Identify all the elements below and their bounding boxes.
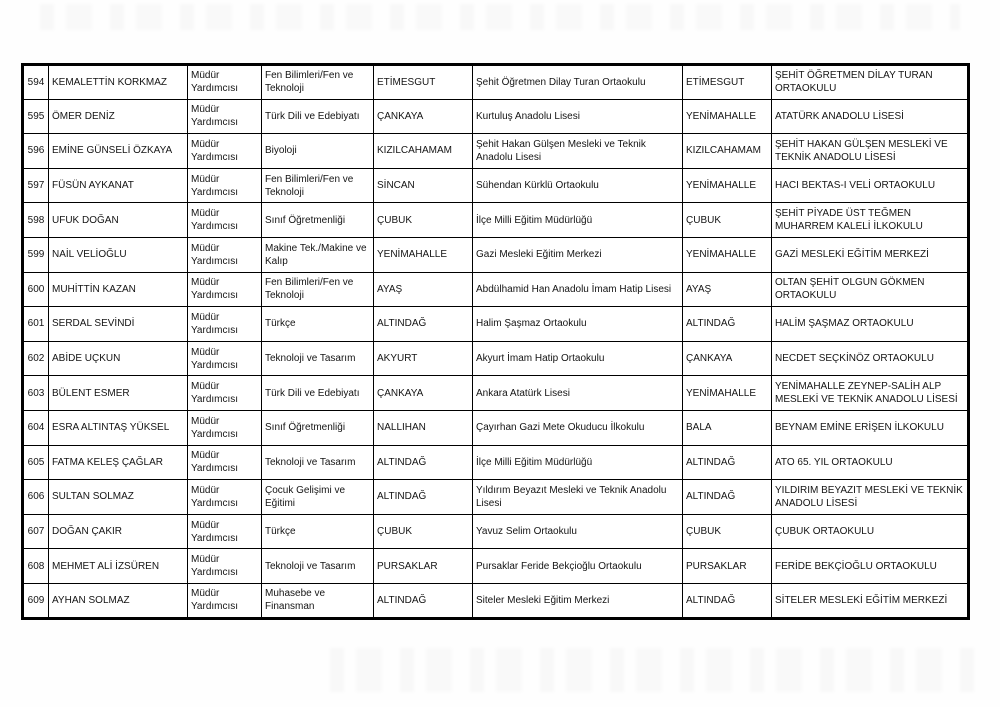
cell-to_school: HACI BEKTAS-I VELİ ORTAOKULU — [772, 168, 969, 203]
cell-to_district: ALTINDAĞ — [683, 583, 772, 618]
cell-title: Müdür Yardımcısı — [188, 480, 262, 515]
cell-from_school: İlçe Milli Eğitim Müdürlüğü — [473, 445, 683, 480]
cell-title: Müdür Yardımcısı — [188, 514, 262, 549]
table-row — [23, 583, 969, 618]
cell-title: Müdür Yardımcısı — [188, 376, 262, 411]
cell-title: Müdür Yardımcısı — [188, 410, 262, 445]
cell-to_school: YILDIRIM BEYAZIT MESLEKİ VE TEKNİK ANADOLU LİSESİ — [772, 480, 969, 515]
cell-name: MUHİTTİN KAZAN — [49, 272, 188, 307]
cell-to_school: FERİDE BEKÇİOĞLU ORTAOKULU — [772, 549, 969, 584]
cell-to_district: AYAŞ — [683, 272, 772, 307]
cell-to_district: ALTINDAĞ — [683, 307, 772, 342]
cell-no: 602 — [23, 341, 49, 376]
cell-from_school: Yıldırım Beyazıt Mesleki ve Teknik Anadolu Lisesi — [473, 480, 683, 515]
cell-from_school: Abdülhamid Han Anadolu İmam Hatip Lisesi — [473, 272, 683, 307]
cell-name: BÜLENT ESMER — [49, 376, 188, 411]
cell-title: Müdür Yardımcısı — [188, 65, 262, 100]
cell-title: Müdür Yardımcısı — [188, 341, 262, 376]
scan-bleed-through-top — [40, 4, 960, 30]
assignment-table — [21, 63, 970, 620]
cell-from_district: NALLIHAN — [374, 410, 473, 445]
cell-no: 597 — [23, 168, 49, 203]
cell-from_school: Gazi Mesleki Eğitim Merkezi — [473, 237, 683, 272]
cell-branch: Makine Tek./Makine ve Kalıp — [262, 237, 374, 272]
cell-from_district: ALTINDAĞ — [374, 583, 473, 618]
cell-title: Müdür Yardımcısı — [188, 272, 262, 307]
cell-name: AYHAN SOLMAZ — [49, 583, 188, 618]
table-row — [23, 307, 969, 342]
cell-title: Müdür Yardımcısı — [188, 203, 262, 238]
cell-name: ÖMER DENİZ — [49, 99, 188, 134]
cell-to_school: ATATÜRK ANADOLU LİSESİ — [772, 99, 969, 134]
cell-from_district: ÇUBUK — [374, 203, 473, 238]
table-row — [23, 272, 969, 307]
cell-name: SULTAN SOLMAZ — [49, 480, 188, 515]
cell-from_school: Çayırhan Gazi Mete Okuducu İlkokulu — [473, 410, 683, 445]
cell-to_district: ETİMESGUT — [683, 65, 772, 100]
cell-to_school: BEYNAM EMİNE ERİŞEN İLKOKULU — [772, 410, 969, 445]
cell-from_school: Sühendan Kürklü Ortaokulu — [473, 168, 683, 203]
cell-from_district: ÇUBUK — [374, 514, 473, 549]
cell-to_school: ŞEHİT HAKAN GÜLŞEN MESLEKİ VE TEKNİK ANADOLU LİSESİ — [772, 134, 969, 169]
cell-from_district: AKYURT — [374, 341, 473, 376]
cell-to_school: OLTAN ŞEHİT OLGUN GÖKMEN ORTAOKULU — [772, 272, 969, 307]
cell-title: Müdür Yardımcısı — [188, 134, 262, 169]
cell-branch: Çocuk Gelişimi ve Eğitimi — [262, 480, 374, 515]
cell-to_school: YENİMAHALLE ZEYNEP-SALİH ALP MESLEKİ VE TEKNİK ANADOLU LİSESİ — [772, 376, 969, 411]
cell-name: KEMALETTİN KORKMAZ — [49, 65, 188, 100]
cell-from_school: Kurtuluş Anadolu Lisesi — [473, 99, 683, 134]
cell-name: UFUK DOĞAN — [49, 203, 188, 238]
cell-branch: Sınıf Öğretmenliği — [262, 410, 374, 445]
cell-no: 603 — [23, 376, 49, 411]
cell-from_district: ÇANKAYA — [374, 99, 473, 134]
cell-no: 600 — [23, 272, 49, 307]
cell-branch: Türkçe — [262, 514, 374, 549]
cell-from_school: Yavuz Selim Ortaokulu — [473, 514, 683, 549]
cell-branch: Türkçe — [262, 307, 374, 342]
cell-from_district: ALTINDAĞ — [374, 307, 473, 342]
cell-branch: Muhasebe ve Finansman — [262, 583, 374, 618]
cell-branch: Fen Bilimleri/Fen ve Teknoloji — [262, 168, 374, 203]
cell-from_school: Ankara Atatürk Lisesi — [473, 376, 683, 411]
table-row — [23, 203, 969, 238]
cell-title: Müdür Yardımcısı — [188, 583, 262, 618]
table-row — [23, 410, 969, 445]
cell-from_school: Siteler Mesleki Eğitim Merkezi — [473, 583, 683, 618]
cell-from_district: ALTINDAĞ — [374, 480, 473, 515]
cell-to_district: ALTINDAĞ — [683, 480, 772, 515]
cell-to_school: ŞEHİT ÖĞRETMEN DİLAY TURAN ORTAOKULU — [772, 65, 969, 100]
cell-no: 607 — [23, 514, 49, 549]
cell-title: Müdür Yardımcısı — [188, 307, 262, 342]
table-row — [23, 168, 969, 203]
cell-to_school: ÇUBUK ORTAOKULU — [772, 514, 969, 549]
cell-to_district: BALA — [683, 410, 772, 445]
table-row — [23, 549, 969, 584]
cell-name: SERDAL SEVİNDİ — [49, 307, 188, 342]
cell-title: Müdür Yardımcısı — [188, 168, 262, 203]
cell-from_school: Pursaklar Feride Bekçioğlu Ortaokulu — [473, 549, 683, 584]
cell-title: Müdür Yardımcısı — [188, 99, 262, 134]
cell-branch: Fen Bilimleri/Fen ve Teknoloji — [262, 65, 374, 100]
cell-from_school: İlçe Milli Eğitim Müdürlüğü — [473, 203, 683, 238]
cell-no: 605 — [23, 445, 49, 480]
table-row — [23, 480, 969, 515]
cell-to_district: YENİMAHALLE — [683, 237, 772, 272]
cell-no: 609 — [23, 583, 49, 618]
cell-from_district: AYAŞ — [374, 272, 473, 307]
cell-no: 606 — [23, 480, 49, 515]
cell-name: FÜSÜN AYKANAT — [49, 168, 188, 203]
cell-to_district: ÇUBUK — [683, 203, 772, 238]
cell-no: 608 — [23, 549, 49, 584]
cell-to_district: YENİMAHALLE — [683, 168, 772, 203]
cell-to_school: NECDET SEÇKİNÖZ ORTAOKULU — [772, 341, 969, 376]
cell-title: Müdür Yardımcısı — [188, 237, 262, 272]
cell-name: DOĞAN ÇAKIR — [49, 514, 188, 549]
cell-to_district: YENİMAHALLE — [683, 99, 772, 134]
cell-name: ABİDE UÇKUN — [49, 341, 188, 376]
cell-from_district: YENİMAHALLE — [374, 237, 473, 272]
cell-name: ESRA ALTINTAŞ YÜKSEL — [49, 410, 188, 445]
table-row — [23, 341, 969, 376]
cell-from_district: PURSAKLAR — [374, 549, 473, 584]
cell-to_district: ALTINDAĞ — [683, 445, 772, 480]
cell-branch: Sınıf Öğretmenliği — [262, 203, 374, 238]
cell-no: 601 — [23, 307, 49, 342]
cell-no: 598 — [23, 203, 49, 238]
cell-from_school: Şehit Öğretmen Dilay Turan Ortaokulu — [473, 65, 683, 100]
cell-to_school: ŞEHİT PİYADE ÜST TEĞMEN MUHARREM KALELİ İLKOKULU — [772, 203, 969, 238]
cell-from_district: ÇANKAYA — [374, 376, 473, 411]
cell-to_school: GAZİ MESLEKİ EĞİTİM MERKEZİ — [772, 237, 969, 272]
cell-from_district: KIZILCAHAMAM — [374, 134, 473, 169]
cell-from_school: Akyurt İmam Hatip Ortaokulu — [473, 341, 683, 376]
cell-no: 604 — [23, 410, 49, 445]
cell-to_school: SİTELER MESLEKİ EĞİTİM MERKEZİ — [772, 583, 969, 618]
cell-branch: Fen Bilimleri/Fen ve Teknoloji — [262, 272, 374, 307]
cell-branch: Teknoloji ve Tasarım — [262, 341, 374, 376]
table-row — [23, 237, 969, 272]
table-row — [23, 99, 969, 134]
cell-no: 596 — [23, 134, 49, 169]
cell-branch: Teknoloji ve Tasarım — [262, 549, 374, 584]
table-row — [23, 376, 969, 411]
cell-to_district: ÇUBUK — [683, 514, 772, 549]
table-row — [23, 514, 969, 549]
cell-title: Müdür Yardımcısı — [188, 445, 262, 480]
cell-from_school: Şehit Hakan Gülşen Mesleki ve Teknik Anadolu Lisesi — [473, 134, 683, 169]
table-row — [23, 445, 969, 480]
cell-branch: Türk Dili ve Edebiyatı — [262, 99, 374, 134]
cell-from_school: Halim Şaşmaz Ortaokulu — [473, 307, 683, 342]
table-row — [23, 134, 969, 169]
cell-to_school: HALİM ŞAŞMAZ ORTAOKULU — [772, 307, 969, 342]
cell-from_district: ALTINDAĞ — [374, 445, 473, 480]
cell-to_district: KIZILCAHAMAM — [683, 134, 772, 169]
cell-from_district: ETİMESGUT — [374, 65, 473, 100]
cell-to_district: YENİMAHALLE — [683, 376, 772, 411]
cell-name: MEHMET ALİ İZSÜREN — [49, 549, 188, 584]
table-row — [23, 65, 969, 100]
assignment-table-body — [23, 65, 969, 619]
cell-branch: Türk Dili ve Edebiyatı — [262, 376, 374, 411]
cell-to_district: ÇANKAYA — [683, 341, 772, 376]
cell-from_district: SİNCAN — [374, 168, 473, 203]
cell-branch: Teknoloji ve Tasarım — [262, 445, 374, 480]
cell-to_district: PURSAKLAR — [683, 549, 772, 584]
cell-name: NAİL VELİOĞLU — [49, 237, 188, 272]
scan-bleed-through-bottom — [330, 648, 980, 692]
cell-no: 594 — [23, 65, 49, 100]
cell-name: EMİNE GÜNSELİ ÖZKAYA — [49, 134, 188, 169]
cell-branch: Biyoloji — [262, 134, 374, 169]
cell-to_school: ATO 65. YIL ORTAOKULU — [772, 445, 969, 480]
cell-no: 599 — [23, 237, 49, 272]
cell-title: Müdür Yardımcısı — [188, 549, 262, 584]
cell-name: FATMA KELEŞ ÇAĞLAR — [49, 445, 188, 480]
cell-no: 595 — [23, 99, 49, 134]
